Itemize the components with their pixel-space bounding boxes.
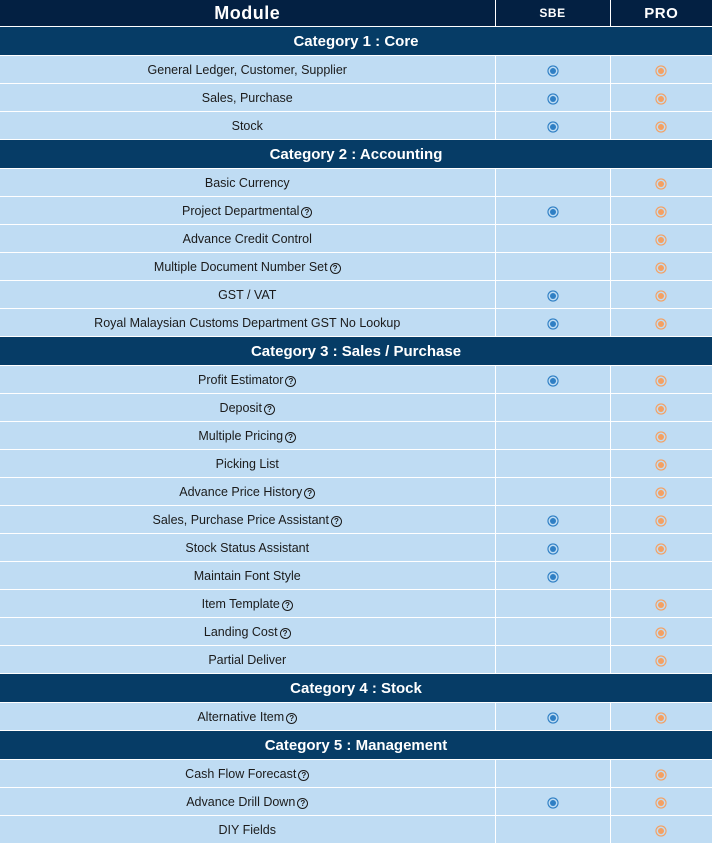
blue-dot-icon xyxy=(550,209,556,215)
category-row xyxy=(0,140,712,169)
feature-cell xyxy=(0,703,495,731)
orange-dot-icon xyxy=(658,800,664,806)
pro-cell xyxy=(610,562,712,590)
sbe-cell xyxy=(495,646,610,674)
feature-cell xyxy=(0,281,495,309)
feature-cell xyxy=(0,366,495,394)
header-module: Module xyxy=(0,0,495,27)
feature-cell xyxy=(0,478,495,506)
category-row xyxy=(0,27,712,56)
blue-dot-icon xyxy=(550,96,556,102)
feature-row xyxy=(0,394,712,422)
blue-dot-icon xyxy=(550,800,556,806)
orange-dot-icon xyxy=(658,406,664,412)
pro-cell xyxy=(610,197,712,225)
pro-cell xyxy=(610,534,712,562)
orange-dot-icon xyxy=(658,602,664,608)
question-circle-icon[interactable]: ? xyxy=(330,263,341,274)
orange-dot-icon xyxy=(658,378,664,384)
orange-dot-icon xyxy=(658,546,664,552)
orange-dot-icon xyxy=(658,265,664,271)
pro-cell xyxy=(610,56,712,84)
pro-cell xyxy=(610,646,712,674)
sbe-cell xyxy=(495,253,610,281)
blue-dot-icon xyxy=(550,378,556,384)
feature-label: Stock Status Assistant xyxy=(185,541,309,555)
sbe-cell xyxy=(495,394,610,422)
feature-cell xyxy=(0,590,495,618)
sbe-cell xyxy=(495,534,610,562)
sbe-cell xyxy=(495,618,610,646)
question-circle-icon[interactable]: ? xyxy=(285,376,296,387)
header-sbe: SBE xyxy=(495,0,610,27)
feature-label: Multiple Pricing xyxy=(198,429,283,443)
feature-row xyxy=(0,84,712,112)
feature-row xyxy=(0,366,712,394)
feature-row xyxy=(0,618,712,646)
feature-row xyxy=(0,422,712,450)
sbe-cell xyxy=(495,450,610,478)
feature-row xyxy=(0,309,712,337)
feature-cell xyxy=(0,394,495,422)
feature-label: Sales, Purchase Price Assistant xyxy=(153,513,329,527)
question-circle-icon[interactable]: ? xyxy=(301,207,312,218)
question-circle-icon[interactable]: ? xyxy=(298,770,309,781)
feature-cell xyxy=(0,225,495,253)
orange-dot-icon xyxy=(658,462,664,468)
sbe-cell xyxy=(495,562,610,590)
orange-dot-icon xyxy=(658,658,664,664)
feature-cell xyxy=(0,450,495,478)
question-circle-icon[interactable]: ? xyxy=(285,432,296,443)
sbe-cell xyxy=(495,788,610,816)
blue-dot-icon xyxy=(550,574,556,580)
feature-label: Royal Malaysian Customs Department GST No Lookup xyxy=(94,316,400,330)
feature-label: Picking List xyxy=(216,457,279,471)
sbe-cell xyxy=(495,422,610,450)
sbe-cell xyxy=(495,281,610,309)
category-row xyxy=(0,337,712,366)
feature-cell xyxy=(0,422,495,450)
category-title: Category 2 : Accounting xyxy=(0,140,712,169)
blue-dot-icon xyxy=(550,321,556,327)
sbe-cell xyxy=(495,703,610,731)
feature-row xyxy=(0,281,712,309)
pro-cell xyxy=(610,788,712,816)
pro-cell xyxy=(610,760,712,788)
pro-cell xyxy=(610,478,712,506)
pro-cell xyxy=(610,225,712,253)
feature-label: Profit Estimator xyxy=(198,373,283,387)
sbe-cell xyxy=(495,309,610,337)
pro-cell xyxy=(610,618,712,646)
pro-cell xyxy=(610,309,712,337)
category-title: Category 5 : Management xyxy=(0,731,712,760)
category-title: Category 4 : Stock xyxy=(0,674,712,703)
feature-label: GST / VAT xyxy=(218,288,276,302)
table-header xyxy=(0,0,712,27)
feature-row xyxy=(0,253,712,281)
feature-label: DIY Fields xyxy=(219,823,276,837)
feature-row xyxy=(0,816,712,843)
feature-row xyxy=(0,112,712,140)
feature-cell xyxy=(0,112,495,140)
pro-cell xyxy=(610,281,712,309)
pro-cell xyxy=(610,450,712,478)
blue-dot-icon xyxy=(550,518,556,524)
feature-label: Sales, Purchase xyxy=(202,91,293,105)
blue-dot-icon xyxy=(550,715,556,721)
feature-row xyxy=(0,590,712,618)
question-circle-icon[interactable]: ? xyxy=(264,404,275,415)
feature-row xyxy=(0,56,712,84)
feature-label: Basic Currency xyxy=(205,176,290,190)
orange-dot-icon xyxy=(658,630,664,636)
sbe-cell xyxy=(495,56,610,84)
pro-cell xyxy=(610,590,712,618)
question-circle-icon[interactable]: ? xyxy=(331,516,342,527)
question-circle-icon[interactable]: ? xyxy=(286,713,297,724)
pro-cell xyxy=(610,703,712,731)
feature-row xyxy=(0,225,712,253)
feature-cell xyxy=(0,309,495,337)
category-row xyxy=(0,731,712,760)
feature-row xyxy=(0,478,712,506)
feature-label: Advance Price History xyxy=(179,485,302,499)
blue-dot-icon xyxy=(550,124,556,130)
sbe-cell xyxy=(495,84,610,112)
feature-row xyxy=(0,760,712,788)
feature-label: Cash Flow Forecast xyxy=(185,767,296,781)
blue-dot-icon xyxy=(550,546,556,552)
sbe-cell xyxy=(495,590,610,618)
feature-label: Deposit xyxy=(220,401,262,415)
blue-dot-icon xyxy=(550,293,556,299)
pro-cell xyxy=(610,253,712,281)
question-circle-icon[interactable]: ? xyxy=(297,798,308,809)
feature-label: General Ledger, Customer, Supplier xyxy=(148,63,347,77)
sbe-cell xyxy=(495,816,610,843)
feature-label: Multiple Document Number Set xyxy=(154,260,328,274)
feature-cell xyxy=(0,788,495,816)
feature-row xyxy=(0,562,712,590)
pro-cell xyxy=(610,394,712,422)
pro-cell xyxy=(610,422,712,450)
feature-cell xyxy=(0,197,495,225)
orange-dot-icon xyxy=(658,181,664,187)
orange-dot-icon xyxy=(658,321,664,327)
category-row xyxy=(0,674,712,703)
feature-label: Advance Drill Down xyxy=(186,795,295,809)
pro-cell xyxy=(610,506,712,534)
question-circle-icon[interactable]: ? xyxy=(304,488,315,499)
orange-dot-icon xyxy=(658,715,664,721)
feature-cell xyxy=(0,56,495,84)
pro-cell xyxy=(610,816,712,843)
sbe-cell xyxy=(495,506,610,534)
feature-label: Alternative Item xyxy=(197,710,284,724)
orange-dot-icon xyxy=(658,293,664,299)
feature-cell xyxy=(0,760,495,788)
header-pro: PRO xyxy=(610,0,712,27)
sbe-cell xyxy=(495,197,610,225)
question-circle-icon[interactable]: ? xyxy=(280,628,291,639)
feature-row xyxy=(0,534,712,562)
question-circle-icon[interactable]: ? xyxy=(282,600,293,611)
pro-cell xyxy=(610,112,712,140)
feature-cell xyxy=(0,253,495,281)
sbe-cell xyxy=(495,760,610,788)
orange-dot-icon xyxy=(658,237,664,243)
feature-cell xyxy=(0,506,495,534)
orange-dot-icon xyxy=(658,490,664,496)
feature-cell xyxy=(0,816,495,843)
table-body xyxy=(0,27,712,843)
pro-cell xyxy=(610,169,712,197)
orange-dot-icon xyxy=(658,68,664,74)
orange-dot-icon xyxy=(658,124,664,130)
feature-cell xyxy=(0,534,495,562)
feature-row xyxy=(0,450,712,478)
feature-row xyxy=(0,646,712,674)
feature-label: Landing Cost xyxy=(204,625,278,639)
orange-dot-icon xyxy=(658,209,664,215)
feature-row xyxy=(0,506,712,534)
orange-dot-icon xyxy=(658,518,664,524)
feature-row xyxy=(0,169,712,197)
feature-cell xyxy=(0,169,495,197)
orange-dot-icon xyxy=(658,772,664,778)
feature-label: Partial Deliver xyxy=(208,653,286,667)
feature-row xyxy=(0,703,712,731)
feature-label: Project Departmental xyxy=(182,204,299,218)
feature-row xyxy=(0,197,712,225)
category-title: Category 1 : Core xyxy=(0,27,712,56)
feature-cell xyxy=(0,646,495,674)
feature-cell xyxy=(0,618,495,646)
blue-dot-icon xyxy=(550,68,556,74)
pro-cell xyxy=(610,366,712,394)
feature-label: Item Template xyxy=(202,597,280,611)
feature-label: Maintain Font Style xyxy=(194,569,301,583)
sbe-cell xyxy=(495,366,610,394)
feature-row xyxy=(0,788,712,816)
feature-label: Advance Credit Control xyxy=(183,232,312,246)
pro-cell xyxy=(610,84,712,112)
feature-cell xyxy=(0,84,495,112)
sbe-cell xyxy=(495,169,610,197)
feature-cell xyxy=(0,562,495,590)
orange-dot-icon xyxy=(658,828,664,834)
sbe-cell xyxy=(495,112,610,140)
feature-label: Stock xyxy=(232,119,263,133)
orange-dot-icon xyxy=(658,434,664,440)
sbe-cell xyxy=(495,478,610,506)
category-title: Category 3 : Sales / Purchase xyxy=(0,337,712,366)
orange-dot-icon xyxy=(658,96,664,102)
sbe-cell xyxy=(495,225,610,253)
